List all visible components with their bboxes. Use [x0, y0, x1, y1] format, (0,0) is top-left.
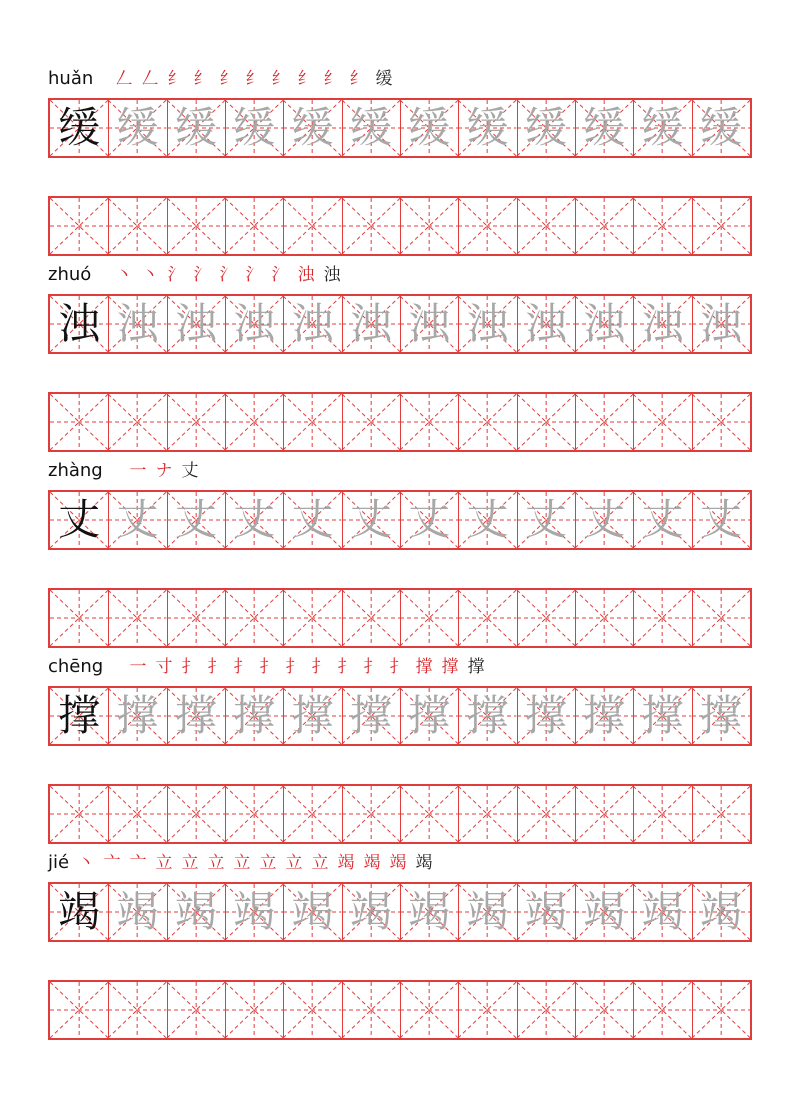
trace-character: 缓: [408, 103, 451, 152]
blank-grid-cell: [283, 590, 342, 646]
stroke-step: 扌: [207, 657, 225, 677]
trace-cell: [283, 100, 342, 156]
trace-character: 丈: [583, 495, 626, 544]
trace-cell: [225, 296, 284, 352]
blank-grid-cell: [342, 982, 401, 1038]
model-cell: [50, 884, 109, 940]
trace-character: 撑: [699, 691, 742, 740]
trace-row: [48, 686, 752, 746]
trace-cell: [342, 296, 401, 352]
stroke-step: 纟: [349, 69, 367, 89]
trace-character: 竭: [174, 887, 217, 936]
trace-character: 丈: [699, 495, 742, 544]
trace-cell: [517, 688, 576, 744]
trace-character: 缓: [349, 103, 392, 152]
stroke-step: 氵: [193, 265, 211, 285]
trace-character: 浊: [699, 299, 742, 348]
blank-grid-cell: [225, 786, 284, 842]
trace-character: 缓: [291, 103, 334, 152]
blank-grid-cell: [108, 982, 167, 1038]
stroke-step: 丶: [115, 265, 133, 285]
trace-cell: [108, 688, 167, 744]
trace-cell: [692, 884, 750, 940]
trace-character: 缓: [699, 103, 742, 152]
stroke-step: 一: [129, 657, 147, 677]
trace-cell: [283, 296, 342, 352]
trace-cell: [575, 884, 634, 940]
trace-character: 缓: [641, 103, 684, 152]
stroke-step: 浊: [297, 265, 315, 285]
blank-grid-cell: [342, 590, 401, 646]
trace-character: 浊: [408, 299, 451, 348]
trace-cell: [458, 296, 517, 352]
stroke-step: 亠: [129, 853, 147, 873]
stroke-step: 浊: [323, 265, 341, 285]
trace-cell: [633, 688, 692, 744]
trace-character: 浊: [116, 299, 159, 348]
trace-cell: [283, 492, 342, 548]
stroke-step: 立: [259, 853, 277, 873]
model-character: 竭: [58, 887, 101, 936]
blank-grid-cell: [108, 198, 167, 254]
stroke-step: 纟: [323, 69, 341, 89]
trace-cell: [458, 492, 517, 548]
blank-grid-cell: [633, 786, 692, 842]
trace-cell: [400, 296, 459, 352]
stroke-step: 扌: [389, 657, 407, 677]
stroke-step: 氵: [271, 265, 289, 285]
blank-grid-cell: [225, 590, 284, 646]
blank-grid-cell: [692, 198, 750, 254]
trace-cell: [167, 884, 226, 940]
stroke-step: 立: [285, 853, 303, 873]
trace-character: 撑: [233, 691, 276, 740]
blank-grid-cell: [167, 394, 226, 450]
trace-character: 缓: [583, 103, 626, 152]
blank-grid-cell: [225, 198, 284, 254]
blank-grid-cell: [167, 982, 226, 1038]
trace-character: 撑: [466, 691, 509, 740]
blank-grid-cell: [458, 198, 517, 254]
blank-grid-cell: [50, 198, 109, 254]
blank-grid-cell: [283, 394, 342, 450]
trace-character: 撑: [641, 691, 684, 740]
blank-grid-cell: [108, 786, 167, 842]
trace-character: 撑: [408, 691, 451, 740]
blank-grid-cell: [575, 394, 634, 450]
pinyin-line: [48, 66, 752, 92]
trace-character: 丈: [408, 495, 451, 544]
trace-character: 撑: [524, 691, 567, 740]
trace-character: 缓: [233, 103, 276, 152]
model-cell: [50, 492, 109, 548]
blank-grid-cell: [167, 590, 226, 646]
trace-row: [48, 882, 752, 942]
stroke-step: 撑: [441, 657, 459, 677]
stroke-step: 立: [181, 853, 199, 873]
blank-grid-cell: [283, 982, 342, 1038]
trace-cell: [517, 884, 576, 940]
trace-cell: [458, 884, 517, 940]
stroke-step: 氵: [245, 265, 263, 285]
trace-cell: [400, 688, 459, 744]
blank-grid-cell: [633, 394, 692, 450]
trace-row: [48, 294, 752, 354]
model-character: 丈: [58, 495, 101, 544]
blank-grid-cell: [692, 394, 750, 450]
trace-character: 浊: [641, 299, 684, 348]
trace-cell: [167, 100, 226, 156]
blank-practice-row: [48, 196, 752, 256]
blank-grid-cell: [342, 198, 401, 254]
trace-character: 撑: [291, 691, 334, 740]
trace-cell: [400, 100, 459, 156]
blank-grid-cell: [517, 590, 576, 646]
trace-cell: [575, 492, 634, 548]
stroke-step: 𠃋: [115, 69, 133, 89]
blank-grid-cell: [400, 590, 459, 646]
pinyin-line: [48, 458, 752, 484]
trace-cell: [400, 492, 459, 548]
trace-cell: [575, 688, 634, 744]
blank-grid-cell: [517, 786, 576, 842]
stroke-step: 丶: [77, 853, 95, 873]
blank-grid-cell: [342, 786, 401, 842]
trace-character: 丈: [524, 495, 567, 544]
stroke-step: 丈: [181, 461, 199, 481]
stroke-step: 竭: [389, 853, 407, 873]
stroke-step: 纟: [193, 69, 211, 89]
trace-character: 竭: [291, 887, 334, 936]
trace-cell: [517, 492, 576, 548]
trace-character: 竭: [116, 887, 159, 936]
stroke-step: 立: [311, 853, 329, 873]
blank-grid-cell: [283, 786, 342, 842]
stroke-step: 丶: [141, 265, 159, 285]
trace-character: 撑: [116, 691, 159, 740]
pinyin-label: chēng: [48, 656, 104, 677]
model-cell: [50, 100, 109, 156]
stroke-step: 撑: [415, 657, 433, 677]
blank-practice-row: [48, 588, 752, 648]
trace-character: 竭: [524, 887, 567, 936]
model-cell: [50, 296, 109, 352]
blank-practice-row: [48, 980, 752, 1040]
trace-row: [48, 490, 752, 550]
trace-character: 浊: [524, 299, 567, 348]
trace-cell: [342, 884, 401, 940]
trace-cell: [342, 492, 401, 548]
stroke-step: 立: [207, 853, 225, 873]
stroke-step: 𠃋: [141, 69, 159, 89]
stroke-step: 纟: [297, 69, 315, 89]
trace-cell: [225, 100, 284, 156]
pinyin-line: [48, 850, 752, 876]
blank-grid-cell: [458, 394, 517, 450]
trace-cell: [108, 296, 167, 352]
trace-character: 缓: [466, 103, 509, 152]
trace-character: 竭: [408, 887, 451, 936]
blank-grid-cell: [633, 198, 692, 254]
blank-grid-cell: [517, 198, 576, 254]
blank-grid-cell: [225, 394, 284, 450]
blank-grid-cell: [517, 394, 576, 450]
trace-cell: [283, 688, 342, 744]
blank-grid-cell: [633, 590, 692, 646]
stroke-step: 亠: [103, 853, 121, 873]
trace-cell: [458, 688, 517, 744]
model-character: 撑: [58, 691, 101, 740]
trace-character: 丈: [116, 495, 159, 544]
stroke-step: 一: [129, 461, 147, 481]
blank-grid-cell: [400, 198, 459, 254]
trace-character: 浊: [466, 299, 509, 348]
blank-grid-cell: [575, 590, 634, 646]
pinyin-line: [48, 262, 752, 288]
blank-grid-cell: [283, 198, 342, 254]
trace-cell: [225, 884, 284, 940]
trace-cell: [342, 688, 401, 744]
blank-grid-cell: [108, 394, 167, 450]
trace-character: 丈: [349, 495, 392, 544]
stroke-step: 立: [233, 853, 251, 873]
blank-grid-cell: [458, 590, 517, 646]
trace-cell: [692, 100, 750, 156]
stroke-step: 竭: [415, 853, 433, 873]
blank-grid-cell: [458, 982, 517, 1038]
pinyin-label: jié: [48, 852, 70, 873]
trace-cell: [167, 492, 226, 548]
trace-cell: [517, 296, 576, 352]
stroke-step: 纟: [167, 69, 185, 89]
trace-cell: [633, 100, 692, 156]
stroke-step: 氵: [167, 265, 185, 285]
stroke-step: 纟: [271, 69, 289, 89]
trace-character: 丈: [233, 495, 276, 544]
stroke-step: 扌: [259, 657, 277, 677]
trace-cell: [458, 100, 517, 156]
pinyin-label: zhuó: [48, 264, 92, 285]
trace-row: [48, 98, 752, 158]
trace-cell: [108, 492, 167, 548]
blank-grid-cell: [400, 982, 459, 1038]
trace-character: 浊: [174, 299, 217, 348]
stroke-step: 竭: [337, 853, 355, 873]
model-character: 浊: [58, 299, 101, 348]
trace-cell: [225, 688, 284, 744]
trace-cell: [692, 296, 750, 352]
stroke-step: 扌: [363, 657, 381, 677]
stroke-step: 寸: [155, 657, 173, 677]
blank-grid-cell: [575, 198, 634, 254]
trace-character: 浊: [233, 299, 276, 348]
trace-cell: [400, 884, 459, 940]
trace-cell: [108, 100, 167, 156]
blank-grid-cell: [108, 590, 167, 646]
trace-cell: [225, 492, 284, 548]
trace-character: 撑: [583, 691, 626, 740]
model-character: 缓: [58, 103, 101, 152]
pinyin-label: zhàng: [48, 460, 103, 481]
blank-grid-cell: [692, 786, 750, 842]
trace-character: 丈: [174, 495, 217, 544]
blank-grid-cell: [633, 982, 692, 1038]
trace-character: 缓: [524, 103, 567, 152]
blank-grid-cell: [575, 982, 634, 1038]
trace-cell: [167, 688, 226, 744]
blank-grid-cell: [50, 982, 109, 1038]
trace-cell: [692, 492, 750, 548]
stroke-step: 氵: [219, 265, 237, 285]
trace-character: 撑: [174, 691, 217, 740]
blank-grid-cell: [575, 786, 634, 842]
trace-character: 丈: [641, 495, 684, 544]
stroke-step: 缓: [375, 69, 393, 89]
blank-grid-cell: [342, 394, 401, 450]
trace-cell: [342, 100, 401, 156]
pinyin-line: [48, 654, 752, 680]
trace-character: 竭: [466, 887, 509, 936]
stroke-step: 扌: [233, 657, 251, 677]
blank-grid-cell: [167, 198, 226, 254]
blank-grid-cell: [50, 394, 109, 450]
trace-character: 丈: [466, 495, 509, 544]
trace-cell: [633, 492, 692, 548]
blank-grid-cell: [458, 786, 517, 842]
trace-cell: [633, 884, 692, 940]
blank-grid-cell: [225, 982, 284, 1038]
stroke-step: 扌: [285, 657, 303, 677]
stroke-step: 扌: [311, 657, 329, 677]
blank-grid-cell: [517, 982, 576, 1038]
trace-character: 缓: [116, 103, 159, 152]
trace-character: 撑: [349, 691, 392, 740]
stroke-step: 扌: [181, 657, 199, 677]
blank-grid-cell: [692, 590, 750, 646]
blank-grid-cell: [400, 394, 459, 450]
blank-grid-cell: [167, 786, 226, 842]
blank-grid-cell: [400, 786, 459, 842]
blank-grid-cell: [50, 786, 109, 842]
blank-practice-row: [48, 784, 752, 844]
trace-cell: [692, 688, 750, 744]
model-cell: [50, 688, 109, 744]
trace-cell: [108, 884, 167, 940]
trace-character: 浊: [349, 299, 392, 348]
blank-grid-cell: [692, 982, 750, 1038]
trace-character: 丈: [291, 495, 334, 544]
trace-cell: [283, 884, 342, 940]
stroke-step: 撑: [467, 657, 485, 677]
trace-character: 竭: [583, 887, 626, 936]
trace-cell: [575, 100, 634, 156]
stroke-step: 纟: [219, 69, 237, 89]
trace-cell: [575, 296, 634, 352]
stroke-step: 竭: [363, 853, 381, 873]
trace-character: 竭: [233, 887, 276, 936]
trace-character: 缓: [174, 103, 217, 152]
blank-practice-row: [48, 392, 752, 452]
trace-character: 竭: [349, 887, 392, 936]
trace-character: 竭: [641, 887, 684, 936]
stroke-step: 扌: [337, 657, 355, 677]
blank-grid-cell: [50, 590, 109, 646]
stroke-step: ナ: [155, 461, 173, 481]
trace-character: 浊: [583, 299, 626, 348]
trace-cell: [517, 100, 576, 156]
trace-cell: [633, 296, 692, 352]
stroke-step: 立: [155, 853, 173, 873]
pinyin-label: huǎn: [48, 68, 94, 89]
trace-character: 竭: [699, 887, 742, 936]
stroke-step: 纟: [245, 69, 263, 89]
trace-character: 浊: [291, 299, 334, 348]
trace-cell: [167, 296, 226, 352]
